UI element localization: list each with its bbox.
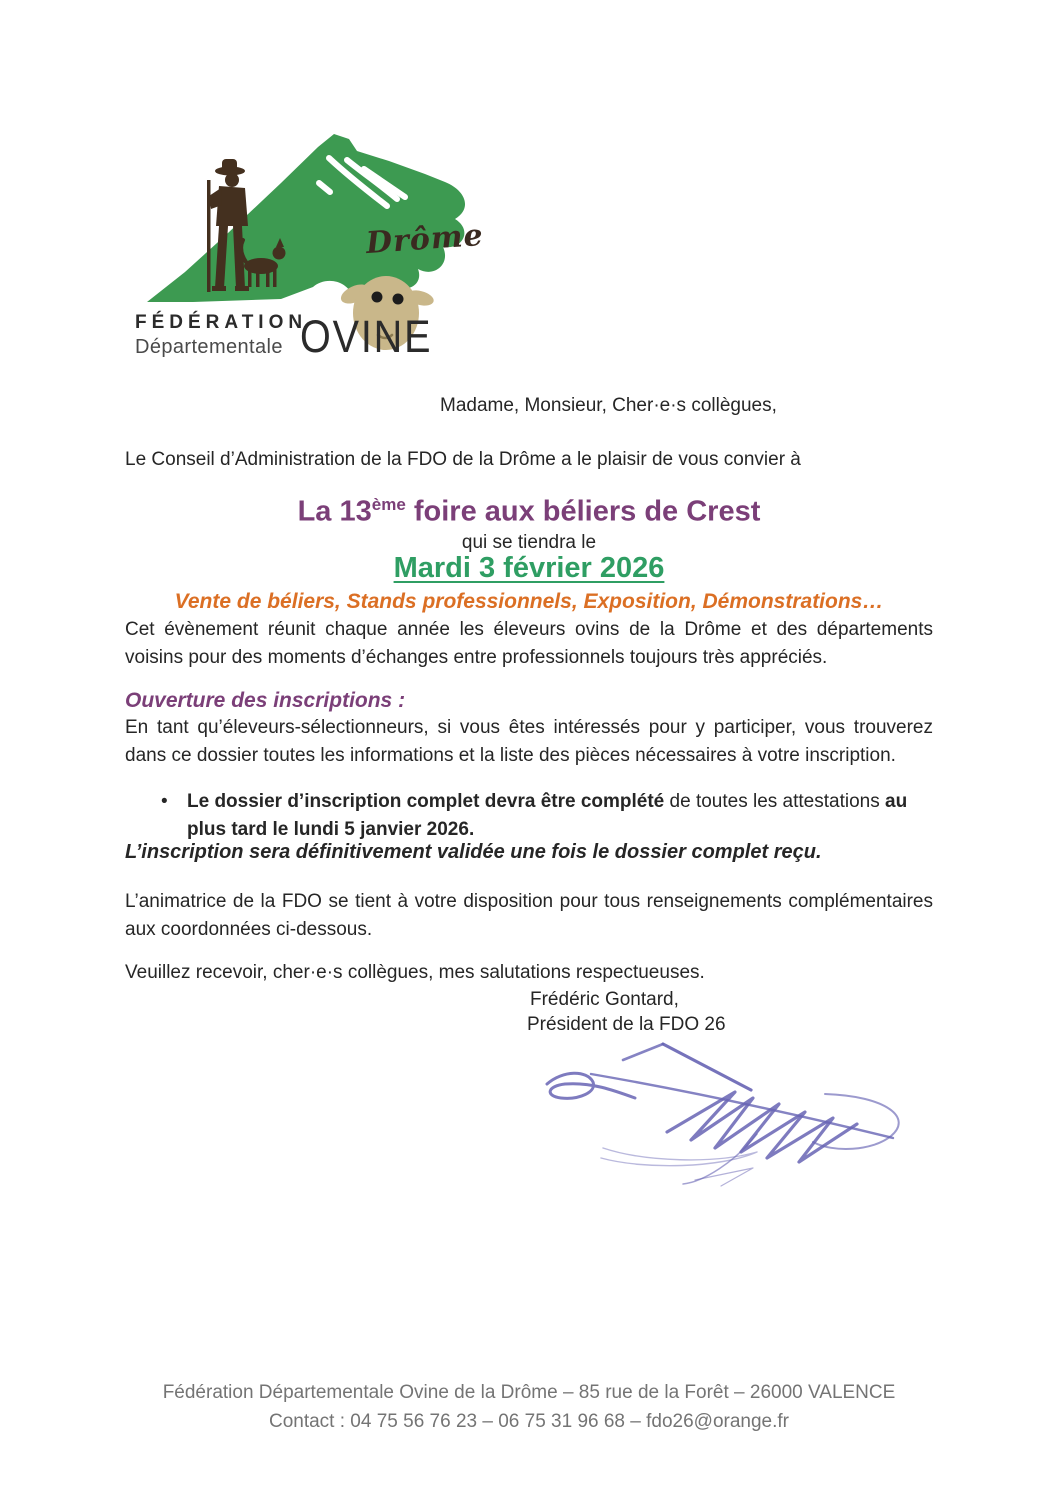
signatory-name: Frédéric Gontard, bbox=[530, 989, 679, 1010]
validation-note: L’inscription sera définitivement validée une fois le dossier complet reçu. bbox=[125, 841, 822, 863]
event-date bbox=[125, 551, 933, 585]
bullet-item-deadline bbox=[125, 788, 933, 844]
event-title-suffix: foire aux béliers de Crest bbox=[405, 495, 761, 528]
footer-address-line: Fédération Départementale Ovine de la Drôme – 85 rue de la Forêt – 26000 VALENCE bbox=[162, 1382, 896, 1403]
mountain-icon bbox=[147, 134, 465, 302]
bullet-icon: • bbox=[161, 791, 168, 812]
footer-contact-line: Contact : 04 75 56 76 23 – 06 75 31 96 68 – fdo26@orange.fr bbox=[268, 1411, 789, 1432]
bullet-text bbox=[187, 788, 935, 844]
signature-image bbox=[495, 1030, 915, 1198]
closing-line: Veuillez recevoir, cher·e·s collègues, mes salutations respectueuses. bbox=[125, 962, 705, 983]
org-name-federation: FÉDÉRATION bbox=[135, 312, 308, 333]
org-name-departementale: Départementale bbox=[135, 336, 283, 358]
event-date-text: Mardi 3 février 2026 bbox=[393, 552, 665, 584]
signatory-title: Président de la FDO 26 bbox=[527, 1014, 726, 1035]
bullet-bold-deadline: au plus tard le lundi 5 janvier 2026. bbox=[187, 791, 908, 840]
section-heading-inscriptions: Ouverture des inscriptions : bbox=[125, 689, 406, 712]
drome-script-label: Drôme bbox=[364, 217, 485, 262]
paragraph-event-description: Cet évènement réunit chaque année les éleveurs ovins de la Drôme et des départements voisins pour des moments d’échanges entre professionnels toujours très appréciés. bbox=[125, 619, 933, 668]
event-tagline: Vente de béliers, Stands professionnels, Exposition, Démonstrations… bbox=[174, 590, 884, 613]
salutation-line: Madame, Monsieur, Cher·e·s collègues, bbox=[440, 395, 777, 416]
event-title bbox=[125, 488, 933, 529]
signature-ink-icon bbox=[495, 1030, 915, 1198]
event-title-ordinal: ème bbox=[371, 495, 406, 514]
paragraph-contact-info: L’animatrice de la FDO se tient à votre disposition pour tous renseignements complémentaires aux coordonnées ci-dessous. bbox=[125, 891, 933, 940]
paragraph-inscription-info: En tant qu’éleveurs-sélectionneurs, si vous êtes intéressés pour y participer, vous trouverez dans ce dossier toutes les informations et la liste des pièces nécessaires à votre inscription. bbox=[125, 717, 933, 766]
bullet-regular-mid: de toutes les attestations bbox=[664, 791, 885, 812]
page-footer bbox=[0, 1378, 1058, 1436]
event-title-prefix: La 13 bbox=[297, 495, 372, 528]
event-subtitle: qui se tiendra le bbox=[461, 532, 597, 553]
org-name-ovine: OVINE bbox=[300, 312, 433, 363]
intro-line: Le Conseil d’Administration de la FDO de la Drôme a le plaisir de vous convier à bbox=[125, 449, 801, 470]
bullet-bold-lead: Le dossier d’inscription complet devra être complété bbox=[187, 791, 665, 812]
org-logo bbox=[133, 126, 485, 381]
